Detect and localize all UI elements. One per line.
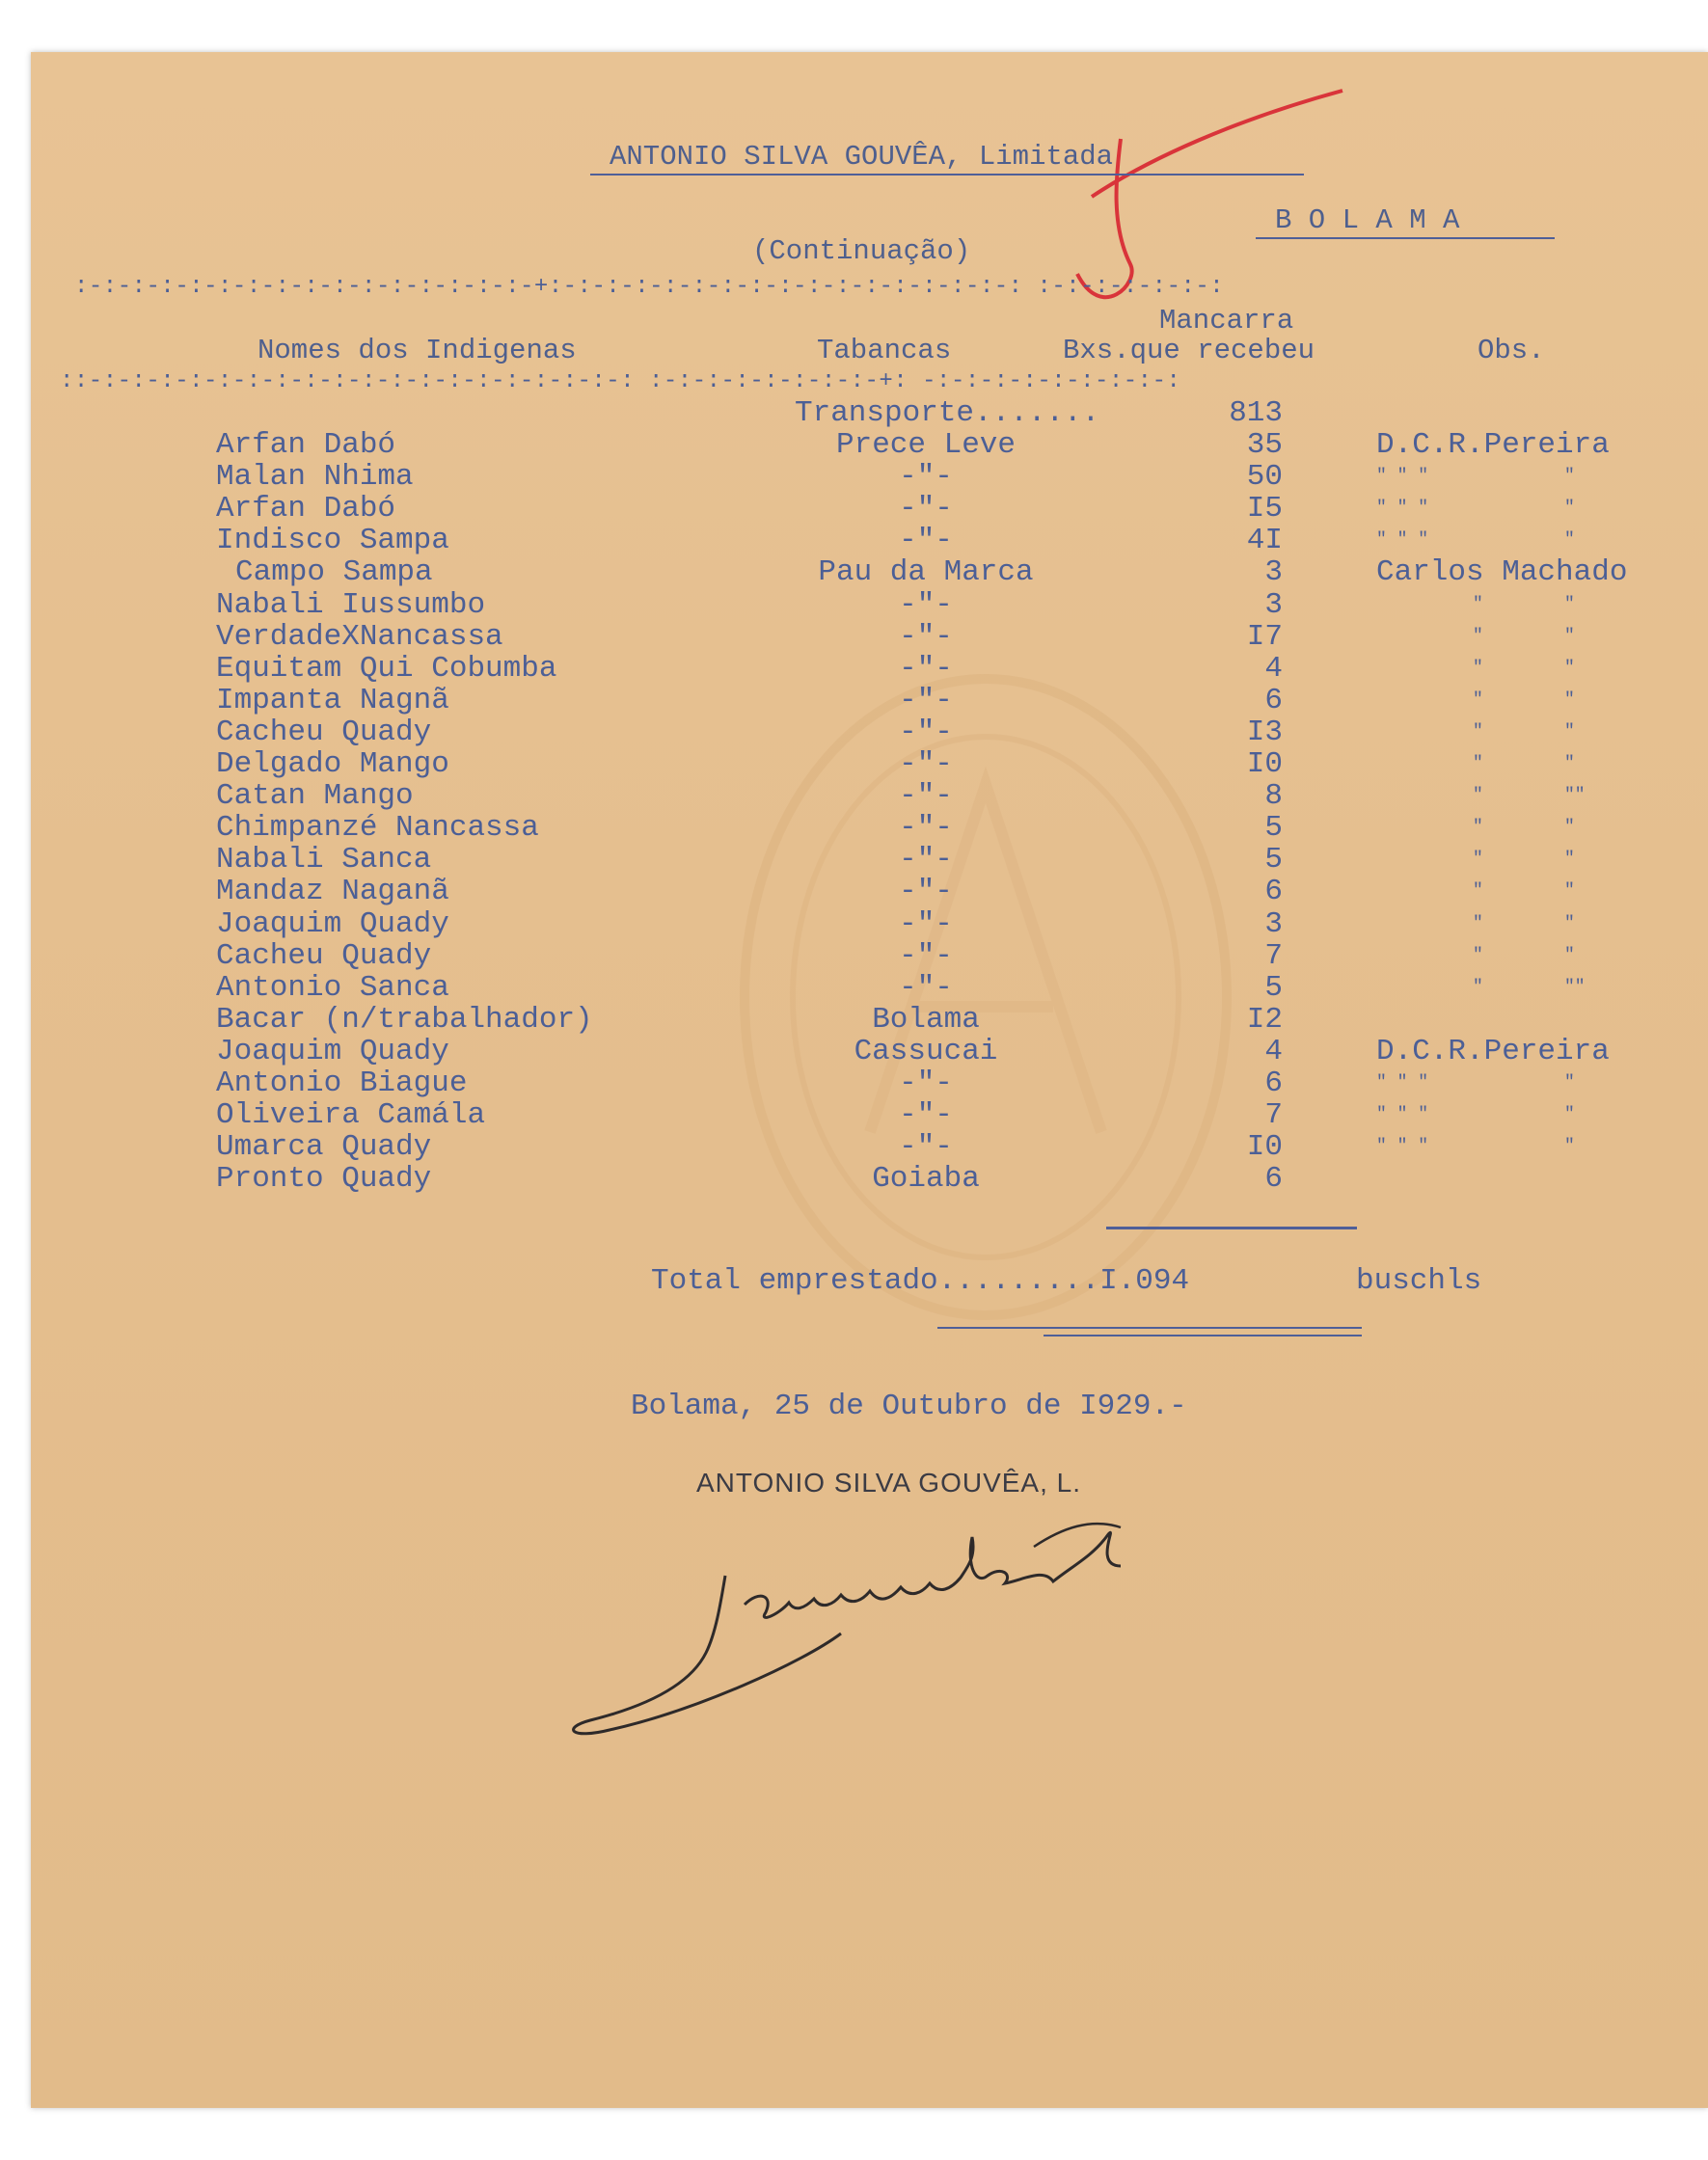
- row-name: Nabali Sanca: [216, 843, 432, 877]
- row-quantity: 3: [1264, 588, 1283, 622]
- total-rule-2: [1044, 1335, 1362, 1336]
- row-obs-a: " " ": [1376, 467, 1429, 486]
- row-quantity: I2: [1246, 1003, 1283, 1037]
- company-underline: [590, 174, 1304, 176]
- row-quantity: 6: [1264, 684, 1283, 717]
- row-obs-a: ": [1473, 786, 1483, 805]
- row-tabanca: -"-: [899, 1130, 953, 1164]
- row-tabanca: -"-: [899, 588, 953, 622]
- row-obs-b: ": [1564, 722, 1575, 742]
- row-quantity: 3: [1264, 555, 1283, 589]
- row-tabanca: -"-: [899, 811, 953, 845]
- location-title: B O L A M A: [1275, 204, 1460, 236]
- row-name: Indisco Sampa: [216, 524, 449, 557]
- row-tabanca: Goiaba: [872, 1162, 980, 1196]
- row-obs-a: ": [1473, 627, 1483, 646]
- row-quantity: I0: [1246, 747, 1283, 781]
- row-name: Cacheu Quady: [216, 716, 432, 749]
- row-obs-a: ": [1473, 754, 1483, 773]
- row-name: Arfan Dabó: [216, 428, 396, 462]
- row-obs-b: ": [1564, 467, 1575, 486]
- location-underline: [1256, 237, 1555, 239]
- row-quantity: 5: [1264, 971, 1283, 1005]
- total-label: Total emprestado.........I.094: [651, 1264, 1190, 1298]
- column-boxes: Bxs.que recebeu: [1063, 335, 1315, 366]
- row-name: Delgado Mango: [216, 747, 449, 781]
- row-name: Antonio Sanca: [216, 971, 449, 1005]
- row-tabanca: -"-: [899, 652, 953, 686]
- transport-label: Transporte.......: [795, 396, 1100, 430]
- row-obs-a: D.C.R.Pereira: [1376, 428, 1610, 462]
- row-obs-b: ": [1564, 627, 1575, 646]
- row-obs-a: ": [1473, 881, 1483, 901]
- row-obs-b: "": [1564, 786, 1586, 805]
- row-name: Oliveira Camála: [216, 1098, 486, 1132]
- row-obs-b: "": [1564, 978, 1586, 997]
- row-obs-a: " " ": [1376, 1073, 1429, 1093]
- row-tabanca: -"-: [899, 492, 953, 526]
- separator-mid: ::-:-:-:-:-:-:-:-:-:-:-:-:-:-:-:-:-:-:-: :-:-:-:-:-:-:-:-+: -:-:-:-:-:-:-:-:-:: [60, 368, 1181, 394]
- row-name: Impanta Nagnã: [216, 684, 449, 717]
- row-tabanca: -"-: [899, 620, 953, 654]
- row-tabanca: -"-: [899, 1098, 953, 1132]
- row-obs-a: Carlos Machado: [1376, 555, 1628, 589]
- row-obs-b: ": [1564, 595, 1575, 614]
- document-page: [31, 52, 1708, 2108]
- row-tabanca: -"-: [899, 875, 953, 908]
- row-name: Joaquim Quady: [216, 907, 449, 941]
- row-tabanca: -"-: [899, 907, 953, 941]
- row-quantity: 5: [1264, 811, 1283, 845]
- row-obs-a: " " ": [1376, 1137, 1429, 1156]
- row-tabanca: -"-: [899, 939, 953, 973]
- row-obs-a: D.C.R.Pereira: [1376, 1035, 1610, 1068]
- row-name: Equitam Qui Cobumba: [216, 652, 557, 686]
- signature: [552, 1498, 1246, 1749]
- row-tabanca: Cassucai: [854, 1035, 998, 1068]
- row-quantity: 7: [1264, 1098, 1283, 1132]
- row-tabanca: -"-: [899, 716, 953, 749]
- row-quantity: I3: [1246, 716, 1283, 749]
- row-obs-a: ": [1473, 914, 1483, 933]
- row-obs-a: ": [1473, 722, 1483, 742]
- row-obs-a: ": [1473, 659, 1483, 678]
- company-stamp: ANTONIO SILVA GOUVÊA, L.: [696, 1468, 1082, 1498]
- row-obs-b: ": [1564, 530, 1575, 550]
- row-name: Arfan Dabó: [216, 492, 396, 526]
- continuation-label: (Continuação): [752, 235, 971, 267]
- row-name: Chimpanzé Nancassa: [216, 811, 539, 845]
- row-obs-a: " " ": [1376, 499, 1429, 518]
- place-date: Bolama, 25 de Outubro de I929.-: [631, 1390, 1187, 1423]
- row-name: Joaquim Quady: [216, 1035, 449, 1068]
- total-unit: buschls: [1356, 1264, 1482, 1298]
- row-quantity: 50: [1246, 460, 1283, 494]
- subtotal-rule: [1106, 1227, 1357, 1229]
- row-obs-b: ": [1564, 690, 1575, 710]
- row-quantity: 8: [1264, 779, 1283, 813]
- row-tabanca: Bolama: [872, 1003, 980, 1037]
- row-obs-b: ": [1564, 1137, 1575, 1156]
- row-obs-b: ": [1564, 914, 1575, 933]
- row-quantity: 6: [1264, 1162, 1283, 1196]
- row-obs-b: ": [1564, 754, 1575, 773]
- row-name: Catan Mango: [216, 779, 414, 813]
- transport-value: 813: [1229, 396, 1283, 430]
- row-tabanca: -"-: [899, 747, 953, 781]
- row-tabanca: Prece Leve: [835, 428, 1017, 462]
- row-quantity: 35: [1246, 428, 1283, 462]
- row-quantity: I0: [1246, 1130, 1283, 1164]
- row-name: Pronto Quady: [216, 1162, 432, 1196]
- row-tabanca: -"-: [899, 779, 953, 813]
- row-obs-a: ": [1473, 978, 1483, 997]
- row-obs-b: ": [1564, 1073, 1575, 1093]
- separator-top: :-:-:-:-:-:-:-:-:-:-:-:-:-:-:-:-+:-:-:-:-:-:-:-:-:-:-:-:-:-:-:-:-: :-:-:-:-:-:-:: [74, 274, 1225, 300]
- row-quantity: 6: [1264, 1066, 1283, 1100]
- row-name: Umarca Quady: [216, 1130, 432, 1164]
- row-obs-b: ": [1564, 881, 1575, 901]
- row-obs-b: ": [1564, 818, 1575, 837]
- row-tabanca: -"-: [899, 971, 953, 1005]
- row-obs-a: ": [1473, 946, 1483, 965]
- row-obs-a: ": [1473, 850, 1483, 869]
- row-obs-a: ": [1473, 595, 1483, 614]
- row-obs-a: ": [1473, 818, 1483, 837]
- row-quantity: 4I: [1246, 524, 1283, 557]
- row-tabanca: -"-: [899, 1066, 953, 1100]
- row-quantity: 4: [1264, 1035, 1283, 1068]
- column-obs: Obs.: [1478, 335, 1545, 366]
- row-quantity: 3: [1264, 907, 1283, 941]
- row-obs-b: ": [1564, 1105, 1575, 1124]
- row-quantity: 5: [1264, 843, 1283, 877]
- row-obs-b: ": [1564, 499, 1575, 518]
- total-rule-1: [937, 1327, 1362, 1329]
- column-names: Nomes dos Indigenas: [258, 335, 577, 366]
- row-tabanca: Pau da Marca: [818, 555, 1034, 589]
- row-obs-b: ": [1564, 659, 1575, 678]
- row-name: Malan Nhima: [216, 460, 414, 494]
- row-name: Mandaz Naganã: [216, 875, 449, 908]
- row-obs-a: " " ": [1376, 1105, 1429, 1124]
- row-obs-a: ": [1473, 690, 1483, 710]
- row-name: Bacar (n/trabalhador): [216, 1003, 593, 1037]
- row-obs-b: ": [1564, 850, 1575, 869]
- row-quantity: 7: [1264, 939, 1283, 973]
- row-name: Campo Sampa: [235, 555, 433, 589]
- row-tabanca: -"-: [899, 684, 953, 717]
- row-tabanca: -"-: [899, 524, 953, 557]
- row-quantity: I7: [1246, 620, 1283, 654]
- column-tabancas: Tabancas: [817, 335, 952, 366]
- row-name: Cacheu Quady: [216, 939, 432, 973]
- row-tabanca: -"-: [899, 843, 953, 877]
- row-quantity: 4: [1264, 652, 1283, 686]
- row-name: Nabali Iussumbo: [216, 588, 486, 622]
- row-obs-b: ": [1564, 946, 1575, 965]
- row-name: VerdadeXNancassa: [216, 620, 503, 654]
- row-name: Antonio Biague: [216, 1066, 468, 1100]
- row-quantity: 6: [1264, 875, 1283, 908]
- row-obs-a: " " ": [1376, 530, 1429, 550]
- company-title: ANTONIO SILVA GOUVÊA, Limitada: [610, 141, 1114, 173]
- column-mancarra: Mancarra: [1159, 305, 1294, 337]
- row-quantity: I5: [1246, 492, 1283, 526]
- row-tabanca: -"-: [899, 460, 953, 494]
